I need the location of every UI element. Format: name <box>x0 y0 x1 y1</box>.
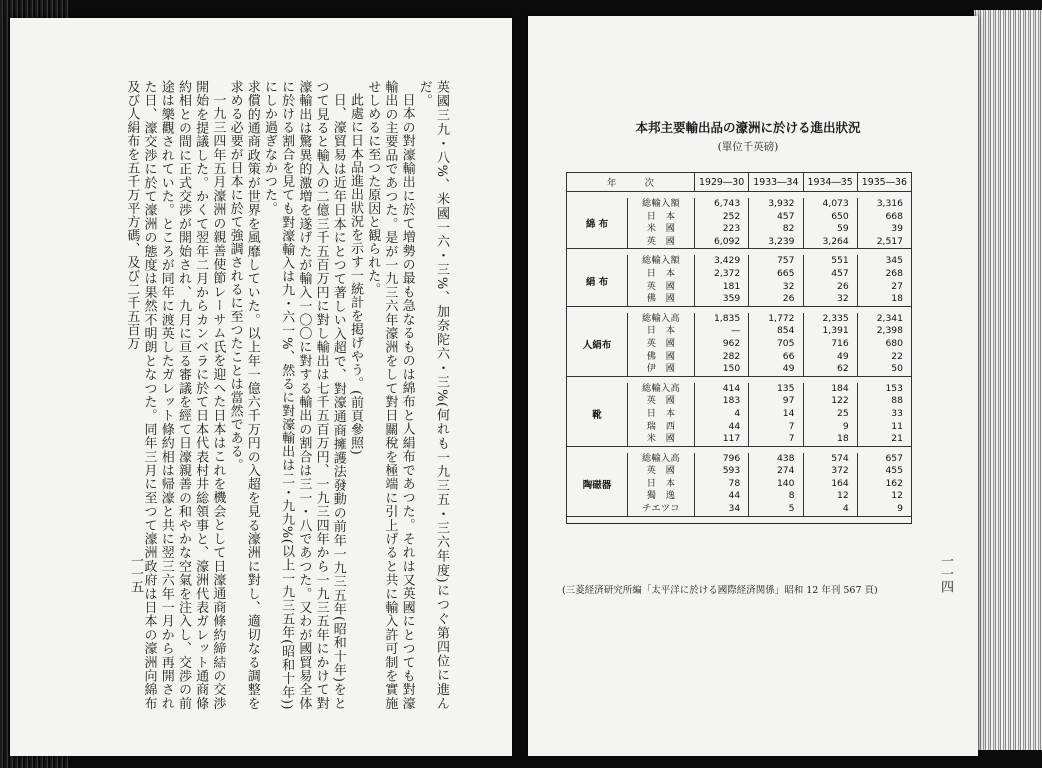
table-value: 9 <box>842 420 849 432</box>
value-cell <box>749 198 803 249</box>
table-value: 854 <box>776 325 795 337</box>
table-value: 82 <box>782 223 795 235</box>
sub-label: 日 本 <box>646 267 676 279</box>
table-value: 122 <box>831 395 849 407</box>
category-label: 人絹布 <box>567 313 628 376</box>
table-value: 668 <box>885 210 903 222</box>
sub-label: 英 國 <box>646 280 676 292</box>
table-value: 2,398 <box>876 325 903 337</box>
table-body <box>567 192 912 524</box>
value-cell <box>749 453 803 516</box>
sub-label: 瑞 西 <box>646 420 676 432</box>
table-header-row <box>567 173 912 192</box>
table-value: 3,264 <box>822 235 849 247</box>
table-value: 25 <box>837 407 849 419</box>
sub-label-cell <box>628 383 695 446</box>
table-value: 140 <box>776 477 795 489</box>
table-value: 44 <box>728 490 741 502</box>
table-value: 574 <box>831 452 849 464</box>
table-row <box>567 198 912 249</box>
table-value: 12 <box>891 490 903 502</box>
table-value: 26 <box>837 280 849 292</box>
sub-label: 佛 國 <box>646 293 676 305</box>
header-1933: 1933―34 <box>749 173 803 192</box>
sub-label: 総輸入額 <box>642 198 680 209</box>
table-value: 62 <box>837 363 849 375</box>
value-cell <box>803 313 857 376</box>
sub-label: チエツコ <box>642 503 680 515</box>
table-value: 117 <box>722 433 741 445</box>
table-value: 1,391 <box>822 325 849 337</box>
table-value: 50 <box>891 363 903 375</box>
sub-label: 英 國 <box>646 395 676 407</box>
table-value: 14 <box>782 407 795 419</box>
sub-label: 英 國 <box>646 337 676 349</box>
table-value: 33 <box>891 407 903 419</box>
table-value: 181 <box>722 280 741 292</box>
sub-label-cell <box>628 255 695 306</box>
paragraph-2: 日本の對濠輸出に於て増勢の最も急なるものは綿布と人絹布であつた。それは又英國にとつても對濠輸出の主要品であつた。是が一九三六年濠洲をして對日關稅を極端に引上げると共に輸入許可制を實施せしめるに至つた原因と観られた。 <box>365 80 415 711</box>
table-value: 4,073 <box>822 198 849 209</box>
table-value: 44 <box>728 420 741 432</box>
table-value: 3,239 <box>768 235 795 247</box>
table-value: 22 <box>891 350 903 362</box>
table-value: 705 <box>776 337 795 349</box>
table-value: 268 <box>885 267 903 279</box>
table-value: 274 <box>776 465 795 477</box>
table-value: 1,835 <box>713 312 741 324</box>
sub-label: 米 國 <box>646 223 676 235</box>
table-value: 78 <box>728 477 741 489</box>
value-cell <box>749 255 803 306</box>
sub-label-cell <box>628 313 695 376</box>
table-value: 455 <box>885 465 903 477</box>
value-cell <box>695 198 749 249</box>
table-value: 2,517 <box>876 235 903 247</box>
table-value: 18 <box>837 433 849 445</box>
sub-label: 総輸入高 <box>642 452 680 464</box>
value-cell <box>803 255 857 306</box>
sub-label: 英 國 <box>646 235 676 247</box>
sub-label-cell <box>628 198 695 249</box>
sub-label: 米 國 <box>646 433 676 445</box>
table-value: 962 <box>722 337 741 349</box>
value-cell <box>803 383 857 446</box>
table-value: 8 <box>788 490 795 502</box>
sub-label: 佛 國 <box>646 350 676 362</box>
table-value: 551 <box>831 255 849 267</box>
table-value: 12 <box>837 490 849 502</box>
sub-label: 獨 逸 <box>646 490 676 502</box>
table-value: 372 <box>831 465 849 477</box>
table-value: 39 <box>891 223 903 235</box>
table-value: 716 <box>831 337 849 349</box>
table-value: 135 <box>776 382 795 394</box>
left-page <box>10 18 512 756</box>
left-page-number: 一一五 <box>128 554 143 593</box>
table-value: 7 <box>788 433 795 445</box>
table-value: 3,429 <box>713 255 741 267</box>
value-cell <box>749 383 803 446</box>
table-value: 438 <box>776 452 795 464</box>
table-row <box>567 255 912 306</box>
sub-label: 日 本 <box>646 477 676 489</box>
export-table <box>566 172 912 524</box>
table-value: 6,743 <box>713 198 741 209</box>
sub-label: 総輸入高 <box>642 312 680 324</box>
table-value: 34 <box>728 503 741 515</box>
table-value: 5 <box>788 503 795 515</box>
value-cell <box>695 255 749 306</box>
table-value: 593 <box>722 465 741 477</box>
table-value: 223 <box>722 223 741 235</box>
table-value: 26 <box>782 293 795 305</box>
table-value: 150 <box>722 363 741 375</box>
table-value: 665 <box>776 267 795 279</box>
table-row <box>567 383 912 446</box>
table-value: 252 <box>722 210 741 222</box>
table-value: 414 <box>722 382 741 394</box>
sub-label: 総輸入額 <box>642 255 680 267</box>
table-value: 1,772 <box>768 312 795 324</box>
table-group-spacer <box>567 516 912 523</box>
table-value: 59 <box>837 223 849 235</box>
table-value: 49 <box>782 363 795 375</box>
category-label: 綿 布 <box>567 198 628 249</box>
value-cell <box>857 255 911 306</box>
category-label: 陶磁器 <box>567 453 628 516</box>
value-cell <box>803 453 857 516</box>
value-cell <box>857 198 911 249</box>
table-unit: (單位千英磅) <box>717 141 779 153</box>
table-value: 66 <box>782 350 795 362</box>
table-value: 359 <box>722 293 741 305</box>
value-cell <box>749 313 803 376</box>
sub-label: 日 本 <box>646 407 676 419</box>
table-value: 3,316 <box>876 198 903 209</box>
book-edge-right <box>974 10 1042 750</box>
header-1935: 1935―36 <box>857 173 911 192</box>
table-value: 650 <box>831 210 849 222</box>
table-value: 657 <box>885 452 903 464</box>
table-value: 18 <box>891 293 903 305</box>
category-label: 靴 <box>567 383 628 446</box>
paragraph-4: 日、濠貿易は近年日本にとつて著しい入超で、對濠通商擁護法發動の前年一九三五年(昭和十年)をとつて見ると輸入の二億三千五百万円に對し輸出は七千五百万円、一九三四年から一九三五年にかけて對濠輸出は驚異的激増を遂げたが輸入一〇〇に對する輸出の割合は三一・八であつた。又わが國貿易全体に於ける割合を見ても對濠輸入は九・六一%、然るに對濠輸出は二・九九%(以上一九三五年(昭和十年))にしか過ぎなかつた。 <box>261 80 346 711</box>
table-value: 796 <box>722 452 741 464</box>
table-value: 457 <box>831 267 849 279</box>
sub-label: 英 國 <box>646 465 676 477</box>
table-value: 7 <box>788 420 795 432</box>
value-cell <box>857 383 911 446</box>
table-value: 162 <box>885 477 903 489</box>
table-value: 2,341 <box>876 312 903 324</box>
table-value: 97 <box>782 395 795 407</box>
sub-label: 日 本 <box>646 210 676 222</box>
table-value: 184 <box>831 382 849 394</box>
paragraph-6: 一九三四年五月濠洲の親善使節レーサム氏を迎へた日本はこれを機会として日濠通商條約締結の交渉開始を提議した。かくて翌年二月からカンベラに於て日本代表村井総領事と、濠洲代表ガレット通商條約相との間に正式交渉が開始され、九月に亘る審議を經て日濠親善の和やかな空氣を注入し、交渉の前途は樂觀されていた。ところが同年に渡英したガレット條約相は帰濠と共に翌三六年一月から再開された日、濠交渉に於て濠洲の態度は果然不明朗となつた。同年三月に至つて濠洲政府は日本の濠洲向綿布及び人絹布を五千万平方碼、及び二千五百万 <box>124 80 226 711</box>
sub-label-cell <box>628 453 695 516</box>
table-row <box>567 313 912 376</box>
header-year <box>567 173 695 192</box>
header-1934: 1934―35 <box>803 173 857 192</box>
table-value: 2,335 <box>822 312 849 324</box>
paragraph-1: 英國三九・八%、米國一六・三%、加奈陀六・三%(何れも一九三五・三六年度)につぐ第四位に進んだ。 <box>416 80 449 710</box>
table-value: 164 <box>831 477 849 489</box>
table-value: 32 <box>837 293 849 305</box>
sub-label: 総輸入高 <box>642 382 680 394</box>
right-page <box>528 16 978 756</box>
table-row <box>567 453 912 516</box>
sub-label: 伊 國 <box>646 363 676 375</box>
table-value: 21 <box>891 433 903 445</box>
table-value: 183 <box>722 395 741 407</box>
header-year-suffix: 次 <box>644 178 654 189</box>
table-value: 11 <box>891 420 903 432</box>
paragraph-3: 此處に日本品進出狀況を示す一統計を掲げやう。(前頁參照) <box>347 93 363 456</box>
table-value: 680 <box>885 337 903 349</box>
value-cell <box>695 453 749 516</box>
table-source-note: (三菱経済研究所編「太平洋に於ける國際経済関係」昭和 12 年刊 567 頁) <box>562 585 878 596</box>
value-cell <box>803 198 857 249</box>
table-value: 457 <box>776 210 795 222</box>
table-value: 32 <box>782 280 795 292</box>
sub-label: 日 本 <box>646 325 676 337</box>
table-value: 88 <box>891 395 903 407</box>
table-value: 4 <box>734 407 741 419</box>
table-value: 4 <box>842 503 849 515</box>
value-cell <box>695 313 749 376</box>
right-page-number: 一一四 <box>938 554 953 593</box>
table-title: 本邦主要輸出品の濠洲に於ける進出狀況 <box>635 120 861 135</box>
table-value: 27 <box>891 280 903 292</box>
table-value: 9 <box>897 503 903 515</box>
table-value: 153 <box>885 382 903 394</box>
header-1929: 1929―30 <box>695 173 749 192</box>
table-value: — <box>731 325 741 337</box>
left-page-body-text <box>60 80 450 710</box>
category-label: 絹 布 <box>567 255 628 306</box>
value-cell <box>695 383 749 446</box>
value-cell <box>857 453 911 516</box>
table-value: 6,092 <box>713 235 741 247</box>
table-value: 49 <box>837 350 849 362</box>
table-value: 3,932 <box>768 198 795 209</box>
table-value: 345 <box>885 255 903 267</box>
table-value: 757 <box>776 255 795 267</box>
value-cell <box>857 313 911 376</box>
table-value: 2,372 <box>713 267 741 279</box>
header-year-label: 年 <box>607 178 617 189</box>
paragraph-5: 求償的通商政策が世界を風靡していた。以上年一億六千万円の入超を見る濠洲に對し、適切なる調整を求める必要が日本に於て強調されるに至つたことは當然である。 <box>227 80 260 711</box>
table-value: 282 <box>722 350 741 362</box>
